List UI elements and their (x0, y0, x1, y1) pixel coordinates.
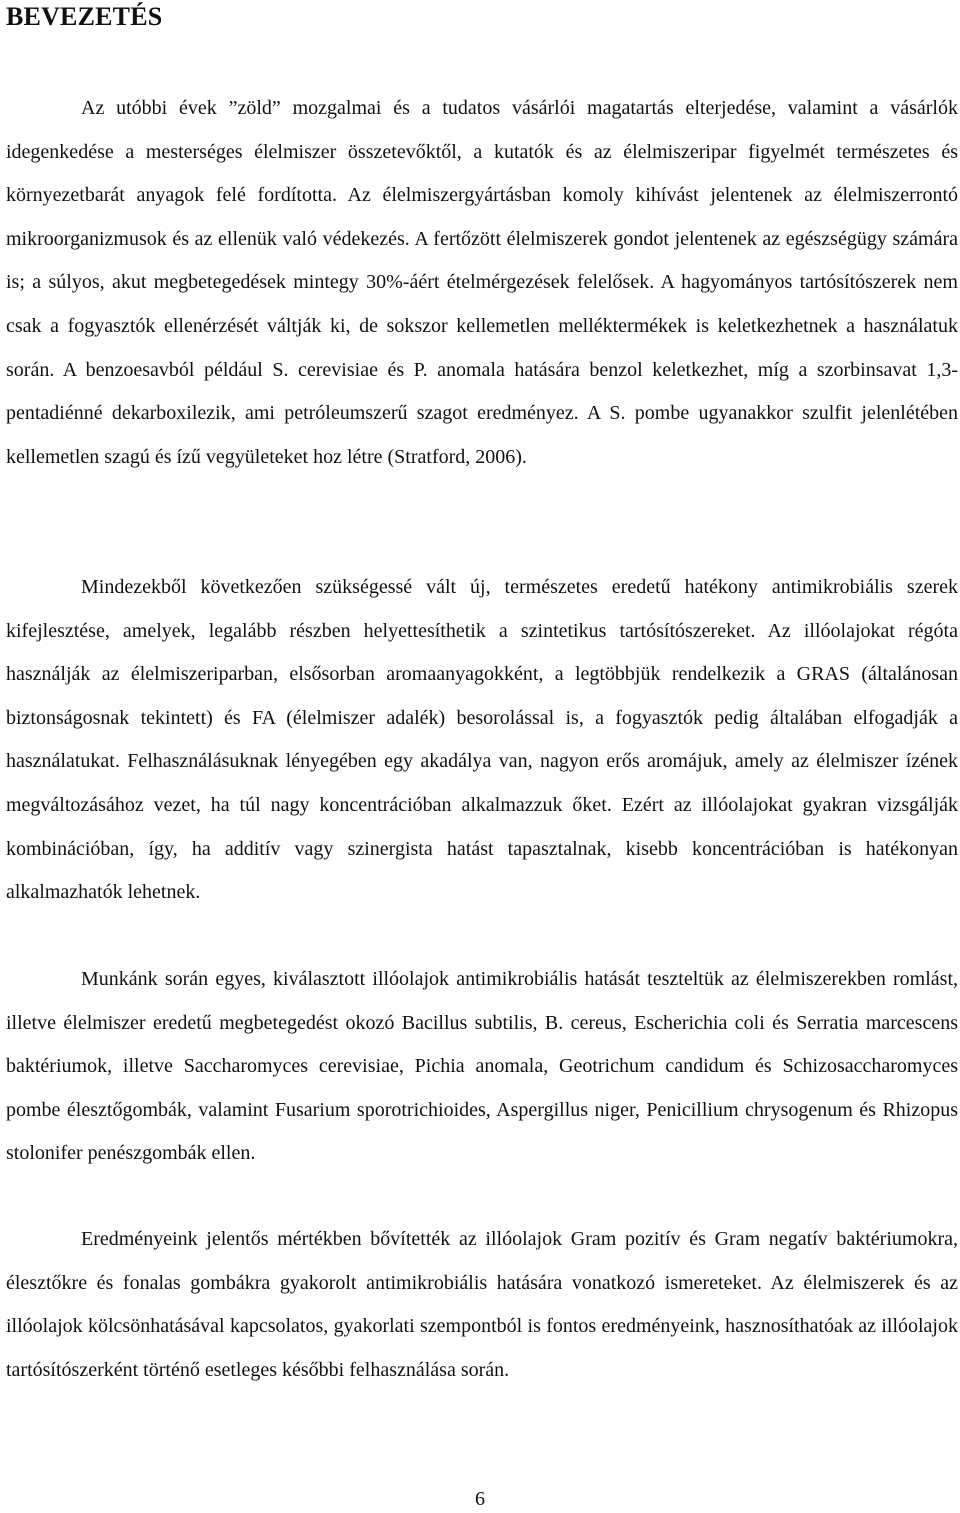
section-heading: BEVEZETÉS (6, 2, 163, 31)
paragraph-methods: Munkánk során egyes, kiválasztott illóolajok antimikrobiális hatását teszteltük az élelmiszerekben romlást, illetve élelmiszer eredetű megbetegedést okozó Bacillus subtilis, B. cereus, Escherichia coli és Serratia marcescens baktériumok, illetve Saccharomyces cerevisiae, Pichia anomala, Geotrichum candidum és Schizosaccharomyces pombe élesztőgombák, valamint Fusarium sporotrichioides, Aspergillus niger, Penicillium chrysogenum és Rhizopus stolonifer penészgombák ellen. (6, 968, 958, 1165)
paragraph-results: Eredményeink jelentős mértékben bővítették az illóolajok Gram pozitív és Gram negatív baktériumokra, élesztőkre és fonalas gombákra gyakorolt antimikrobiális hatására vonatkozó ismereteket. Az élelmiszerek és az illóolajok kölcsönhatásával kapcsolatos, gyakorlati szempontból is fontos eredményeink, hasznosíthatóak az illóolajok tartósítószerként történő esetleges későbbi felhasználása során. (6, 1228, 958, 1381)
page-number: 6 (475, 1488, 485, 1510)
paragraph-introduction: Az utóbbi évek ”zöld” mozgalmai és a tudatos vásárlói magatartás elterjedése, valamint a vásárlók idegenkedése a mesterséges élelmiszer összetevőktől, a kutatók és az élelmiszeripar figyelmét természetes és környezetbarát anyagok felé fordította. Az élelmiszergyártásban komoly kihívást jelentenek az élelmiszerrontó mikroorganizmusok és az ellenük való védekezés. A fertőzött élelmiszerek gondot jelentenek az egészségügy számára is; a súlyos, akut megbetegedések mintegy 30%-áért ételmérgezések felelősek. A hagyományos tartósítószerek nem csak a fogyasztók ellenérzését váltják ki, de sokszor kellemetlen melléktermékek is keletkezhetnek a használatuk során. A benzoesavból például S. cerevisiae és P. anomala hatására benzol keletkezhet, míg a szorbinsavat 1,3-pentadiénné dekarboxilezik, ami petróleumszerű szagot eredményez. A S. pombe ugyanakkor szulfit jelenlétében kellemetlen szagú és ízű vegyületeket hoz létre (Stratford, 2006). (6, 97, 958, 468)
paragraph-motivation: Mindezekből következően szükségessé vált új, természetes eredetű hatékony antimikrobiális szerek kifejlesztése, amelyek, legalább részben helyettesíthetik a szintetikus tartósítószereket. Az illóolajokat régóta használják az élelmiszeriparban, elsősorban aromaanyagokként, a legtöbbjük rendelkezik a GRAS (általánosan biztonságosnak tekintett) és FA (élelmiszer adalék) besorolással is, a fogyasztók pedig általában elfogadják a használatukat. Felhasználásuknak lényegében egy akadálya van, nagyon erős aromájuk, amely az élelmiszer ízének megváltozásához vezet, ha túl nagy koncentrációban alkalmazzuk őket. Ezért az illóolajokat gyakran vizsgálják kombinációban, így, ha additív vagy szinergista hatást tapasztalnak, kisebb koncentrációban is hatékonyan alkalmazhatók lehetnek. (6, 576, 958, 904)
